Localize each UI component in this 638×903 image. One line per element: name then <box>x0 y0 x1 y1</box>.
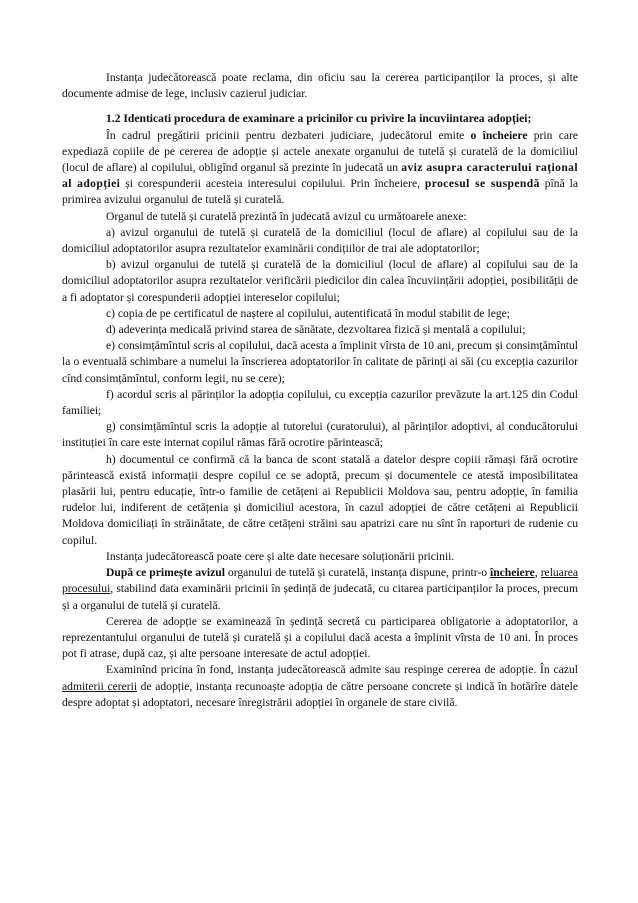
list-item-g: g) consimțămîntul scris la adopție al tutorelui (curatorului), al părinților adoptivi, al conducătorului instituției în care este internat copilul rămas fără ocrotire părintească; <box>62 420 578 450</box>
text-run: organului de tutelă și curatelă, instanța dispune, printr-o <box>224 566 490 580</box>
bold-term-incheiere: o încheiere <box>470 128 528 142</box>
text-run: , <box>534 566 541 580</box>
text-run: Examinînd pricina în fond, instanța judecătorească admite sau respinge cererea de adopție. În cazul <box>106 663 578 677</box>
paragraph-secret-hearing: Cererea de adopție se examinează în ședință secretă cu participarea obligatorie a adoptatorilor, a reprezentantului organului de tutelă și curatelă și a copilului dacă acesta a împlinit vîrsta de 10 ani. În proces pot fi atrase, după caz, și alte persoane interesate de actul adopției. <box>62 614 578 661</box>
list-item-c: c) copia de pe certificatul de naștere al copilului, autentificată în modul stabilit de lege; <box>106 306 511 320</box>
paragraph-resumption <box>62 565 578 614</box>
underlined-admiterii-cererii: admiterii cererii <box>62 679 138 693</box>
bold-term-aviz: aviz asupra caracterului rațional al adopției <box>62 161 578 191</box>
paragraph-decision <box>62 662 578 711</box>
text-run: , stabilind data examinării pricinii în ședință de judecată, cu citarea participanților la proces, precum și a organului de tutelă și curatelă. <box>62 582 578 612</box>
text-run: prin care expediază copiile de pe cererea de adopție și actele anexate organului de tutelă și curatelă de la domiciliul (locul de aflare) al copilului, obligînd organul să prezinte în judecată un <box>62 128 578 175</box>
paragraph-intro: Instanța judecătorească poate reclama, din oficiu sau la cererea participanților la proces, și alte documente admise de lege, inclusiv cazierul judiciar. <box>62 71 578 101</box>
list-item-h: h) documentul ce confirmă că la banca de scont statală a datelor despre copiii rămași fără ocrotire părintească există informații despre copilul ce se adoptă, precum și documentele ce atestă imposibilitatea plasării lui, pentru educație, într-o familie de cetățeni ai Republicii Moldova sau, pentru adopție, în familia rudelor lui, indiferent de cetățenia și domiciliul acestora, în cazul adopției de către cetățeni ai Republicii Moldova domiciliați în străinătate, de către cetățeni străini sau apatrizi care nu sînt în raporturi de rudenie cu copilul. <box>62 452 578 547</box>
section-heading: 1.2 Identicati procedura de examinare a pricinilor cu privire la incuviintarea adopției; <box>106 112 532 126</box>
paragraph-other-data: Instanța judecătorească poate cere și alte date necesare soluționării pricinii. <box>106 549 455 563</box>
text-run: de adopție, instanța recunoaște adopția de către persoane concrete și indică în hotărîre datele despre adoptat și adoptatori, necesare înregistrării adopției în organele de stare civilă. <box>62 679 578 709</box>
list-item-e: e) consimțămîntul scris al copilului, dacă acesta a împlinit vîrsta de 10 ani, precum și consimțămîntul la o eventuală schimbare a numelui la înscrierea adoptatorilor în calitate de părinți ai săi (cu excepția cazurilor cînd consimțămîntul, conform legii, nu se cere); <box>62 339 578 385</box>
paragraph-annexes-intro: Organul de tutelă și curatelă prezintă în judecată avizul cu următoarele anexe: <box>106 209 467 223</box>
bold-underlined-incheiere: încheiere <box>489 566 535 580</box>
list-item-f: f) acordul scris al părinților la adopția copilului, cu excepția cazurilor prevăzute la art.125 din Codul familiei; <box>62 387 578 418</box>
document-page <box>62 70 578 711</box>
bold-term-suspendare: procesul se suspendă <box>424 177 540 191</box>
list-item-b: b) avizul organului de tutelă și curatelă de la domiciliul (locul de aflare) al copilului sau de la domiciliul adoptatorilor asupra rezultatelor verificării piedicilor din calea încuviințării adopției, posibilității de a fi adoptator și corespunderii adopției intereselor copilului; <box>62 258 578 304</box>
text-run: pînă la primirea avizului organului de tutelă și curatelă. <box>62 177 579 207</box>
list-item-d: d) adeverința medicală privind starea de sănătate, dezvoltarea fizică și mentală a copilului; <box>106 323 526 337</box>
paragraph-preparation <box>62 128 578 209</box>
text-run: În cadrul pregătirii pricinii pentru dezbateri judiciare, judecătorul emite <box>106 128 471 142</box>
bold-term-primire-aviz: După ce primește avizul <box>106 566 225 580</box>
underlined-reluarea-procesului: reluarea procesului <box>62 566 579 596</box>
list-item-a: a) avizul organului de tutelă și curatelă de la domiciliul (locul de aflare) al copilului sau de la domiciliul adoptatorilor asupra rezultatelor examinării condițiilor de trai ale adoptatorilor; <box>62 225 578 256</box>
text-run: și corespunderii acesteia interesului copilului. Prin încheiere, <box>120 177 425 191</box>
